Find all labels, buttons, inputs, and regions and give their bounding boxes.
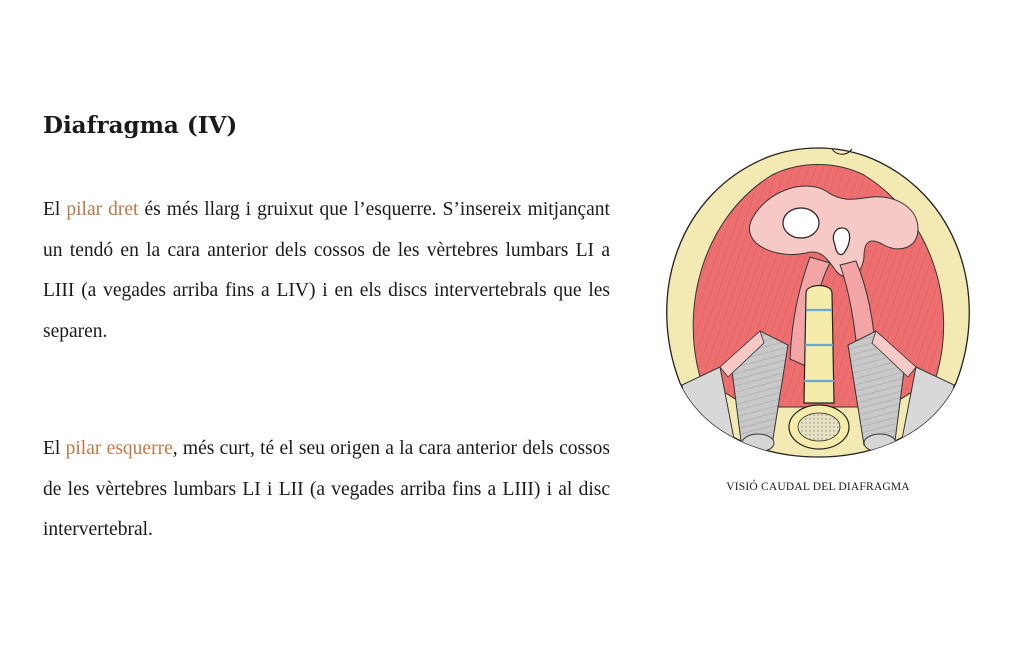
- paragraph-text: El: [43, 438, 66, 459]
- term-highlight-left-crus: pilar esquerre: [65, 438, 173, 459]
- term-highlight-right-crus: pilar dret: [66, 199, 139, 220]
- paragraph-text: , més curt, té el seu origen a la cara anterior dels cossos de les vèrtebres lumbars LI i LII (a vegades arriba fins a LIII) i al disc intervertebral.: [43, 438, 610, 540]
- figure-caption: VISIÓ CAUDAL DEL DIAFRAGMA: [726, 481, 910, 493]
- diaphragm-illustration: [660, 145, 976, 465]
- paragraph-text: és més llarg i gruixut que l’esquerre. S’insereix mitjançant un tendó en la cara anterior dels cossos de les vèrtebres lumbars LI a LIII (a vegades arriba fins a LIV) i en els discs intervertebrals que les separen.: [43, 199, 610, 342]
- slide-title: Diafragma (IV): [43, 112, 238, 139]
- paragraph-left-crus: [43, 429, 610, 551]
- paragraph-right-crus: [43, 190, 610, 352]
- vena-cava-foramen: [783, 208, 819, 238]
- paragraph-text: El: [43, 199, 67, 220]
